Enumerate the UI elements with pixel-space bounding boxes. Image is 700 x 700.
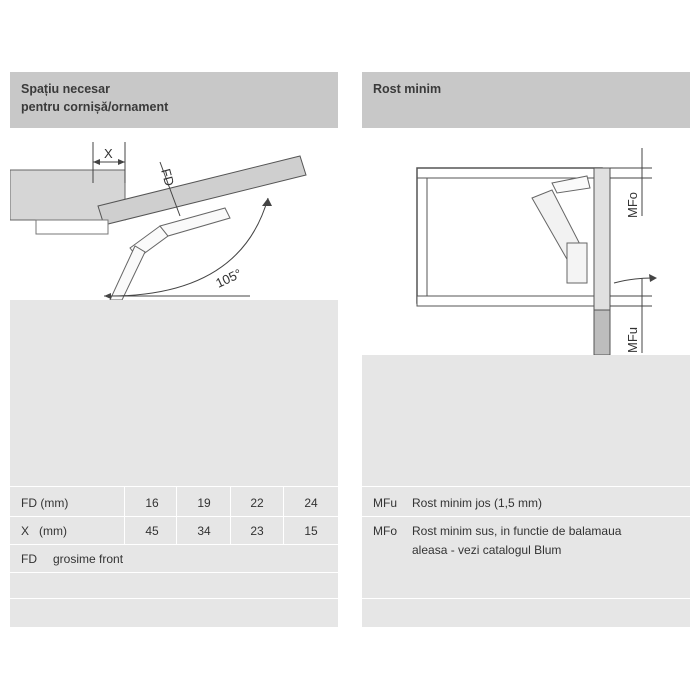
mfo-label: MFo: [625, 192, 640, 218]
gap-diagram: [362, 128, 690, 355]
legend-line-3: [362, 598, 690, 599]
table-line-3: [10, 544, 338, 545]
cornice-diagram-svg: [10, 128, 338, 300]
open-arrow-line: [614, 278, 652, 283]
left-title-line1: Spațiu necesar: [21, 82, 110, 96]
right-panel-header: [362, 72, 690, 128]
x-value: 15: [304, 524, 318, 538]
legend-text-mfu: Rost minim jos (1,5 mm): [412, 496, 543, 510]
open-arrow-head: [649, 274, 657, 282]
legend-key-mfu: MFu: [373, 496, 397, 510]
gap-diagram-svg: [362, 128, 690, 355]
hinge-base: [36, 220, 108, 234]
legend-text-mfo-line1: Rost minim sus, in functie de balamaua: [412, 524, 622, 538]
angle-label: 105°: [213, 265, 244, 291]
x-arrow-right: [118, 159, 125, 165]
hinge-body: [567, 243, 587, 283]
table-col-line-1: [124, 486, 125, 544]
fd-value: 19: [197, 496, 211, 510]
arc-arrow-top: [262, 198, 272, 206]
hinge-arm-lower: [110, 246, 145, 300]
legend-line-1: [362, 486, 690, 487]
fd-value: 16: [145, 496, 159, 510]
x-value: 45: [145, 524, 159, 538]
legend-key-mfo: MFo: [373, 524, 397, 538]
fd-value: 22: [250, 496, 264, 510]
left-panel-title: [21, 80, 168, 116]
fd-label: FD: [158, 166, 178, 188]
right-panel: [362, 72, 690, 627]
left-panel: [10, 72, 338, 627]
left-title-line2: pentru cornișă/ornament: [21, 100, 169, 114]
arc-arrow-left: [104, 293, 111, 299]
table-line-1: [10, 486, 338, 487]
note-text: grosime front: [53, 552, 124, 566]
fd-row-label: FD (mm): [21, 496, 69, 510]
x-row-label: X (mm): [21, 524, 67, 538]
table-col-line-4: [283, 486, 284, 544]
cabinet-shelf: [417, 296, 602, 306]
legend-text-mfo-line2: aleasa - vezi catalogul Blum: [412, 543, 562, 557]
x-label: X: [104, 146, 113, 161]
hinge-arm-top: [160, 208, 230, 236]
left-panel-header: [10, 72, 338, 128]
legend-line-2: [362, 516, 690, 517]
x-value: 23: [250, 524, 264, 538]
right-panel-title: Rost minim: [373, 82, 442, 96]
table-line-2: [10, 516, 338, 517]
fd-value: 24: [304, 496, 318, 510]
cornice-diagram: [10, 128, 338, 300]
table-line-4: [10, 572, 338, 573]
x-value: 34: [197, 524, 211, 538]
upper-front: [594, 168, 610, 310]
table-line-5: [10, 598, 338, 599]
note-key: FD: [21, 552, 37, 566]
mfu-label: MFu: [625, 327, 640, 353]
table-col-line-3: [230, 486, 231, 544]
x-arrow-left: [93, 159, 100, 165]
